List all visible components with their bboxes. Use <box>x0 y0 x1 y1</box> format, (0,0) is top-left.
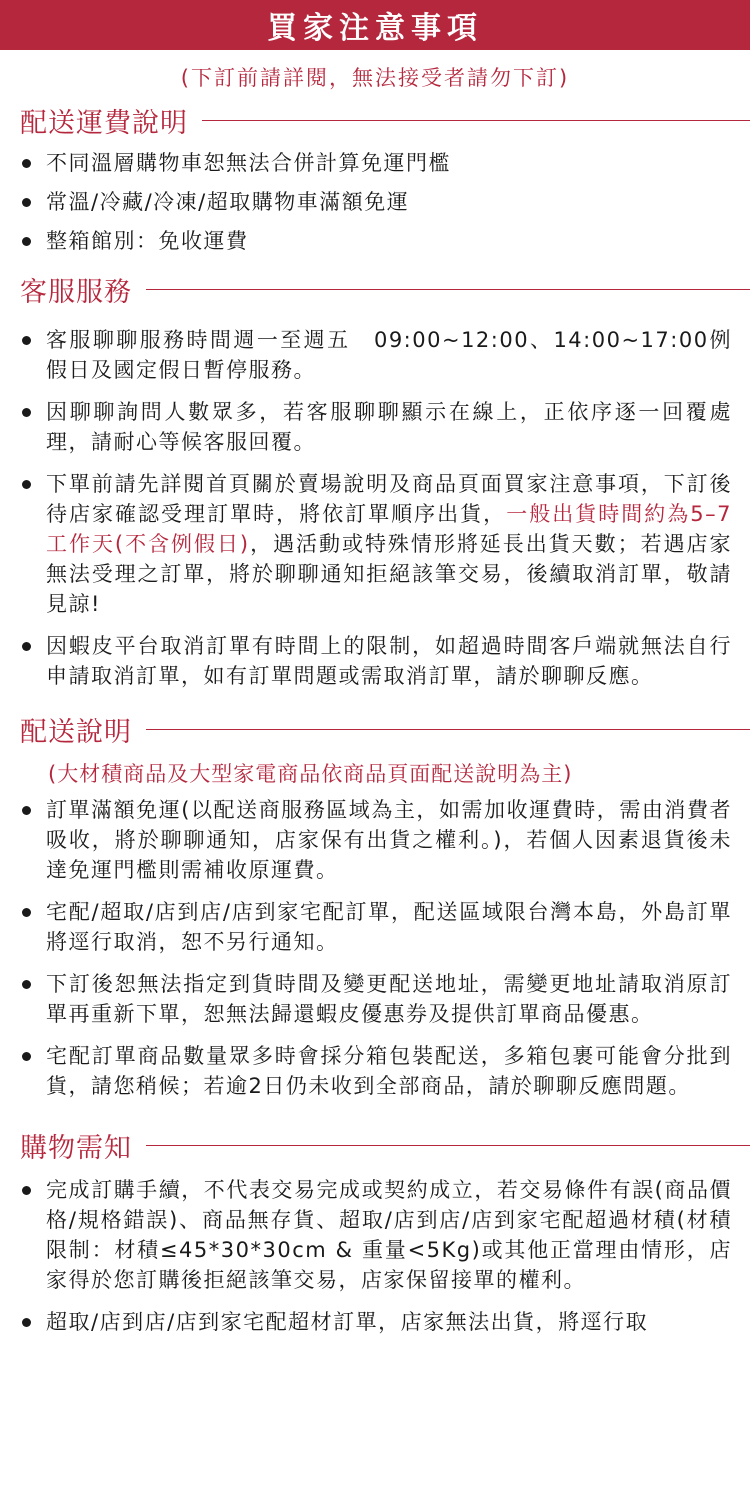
divider <box>146 289 750 290</box>
list-item: 因聊聊詢問人數眾多，若客服聊聊顯示在線上，正依序逐一回覆處理，請耐心等候客服回覆。 <box>18 397 732 457</box>
divider <box>146 1145 750 1146</box>
list-item: 宅配訂單商品數量眾多時會採分箱包裝配送，多箱包裹可能會分批到貨，請您稍候；若逾2日仍未收到全部商品，請於聊聊反應問題。 <box>18 1041 732 1101</box>
divider <box>202 120 750 121</box>
section-delivery-header <box>0 705 750 753</box>
divider <box>146 729 750 730</box>
list-item: 因蝦皮平台取消訂單有時間上的限制，如超過時間客戶端就無法自行申請取消訂單，如有訂單問題或需取消訂單，請於聊聊反應。 <box>18 631 732 691</box>
list-item: 超取/店到店/店到家宅配超材訂單，店家無法出貨，將逕行取 <box>18 1307 732 1337</box>
service-list <box>0 325 750 691</box>
section-purchase-header <box>0 1121 750 1169</box>
section-title: 配送運費說明 <box>20 107 188 139</box>
list-item: 常溫/冷藏/冷凍/超取購物車滿額免運 <box>18 187 732 217</box>
notice-text: (下訂前請詳閱，無法接受者請勿下訂) <box>180 66 570 90</box>
order-text-before: 下單前請先詳閱首頁關於賣場說明及商品頁面買家注意事項，下訂後待店家確認受理訂單時，將依訂單順序出貨， <box>46 472 732 526</box>
delivery-list <box>0 795 750 1101</box>
order-text-after: ，遇活動或特殊情形將延長出貨天數；若遇店家無法受理之訂單，將於聊聊通知拒絕該筆交易，後續取消訂單，敬請見諒! <box>46 532 732 616</box>
section-title: 配送說明 <box>20 716 132 748</box>
title-banner <box>0 0 750 50</box>
list-item: 客服聊聊服務時間週一至週五 09:00~12:00、14:00~17:00例假日及國定假日暫停服務。 <box>18 325 732 385</box>
list-item: 整箱館別：免收運費 <box>18 226 732 256</box>
purchase-list <box>0 1175 750 1337</box>
section-title: 購物需知 <box>20 1132 132 1164</box>
section-service-header <box>0 265 750 313</box>
shipping-fee-list <box>0 148 750 256</box>
list-item: 下訂後恕無法指定到貨時間及變更配送地址，需變更地址請取消原訂單再重新下單，恕無法歸還蝦皮優惠券及提供訂單商品優惠。 <box>18 969 732 1029</box>
delivery-note: (大材積商品及大型家電商品依商品頁面配送說明為主) <box>48 762 573 786</box>
page-title: 買家注意事項 <box>267 11 483 46</box>
list-item-order-timing <box>18 469 732 619</box>
shipping-time-highlight: 一般出貨時間約為5–7工作天(不含例假日) <box>46 502 733 556</box>
section-title: 客服服務 <box>20 276 132 308</box>
list-item: 訂單滿額免運(以配送商服務區域為主，如需加收運費時，需由消費者吸收，將於聊聊通知，店家保有出貨之權利。)，若個人因素退貨後未達免運門檻則需補收原運費。 <box>18 795 732 885</box>
list-item: 宅配/超取/店到店/店到家宅配訂單，配送區域限台灣本島，外島訂單將逕行取消，恕不另行通知。 <box>18 897 732 957</box>
section-shipping-fee-header <box>0 96 750 144</box>
list-item: 完成訂購手續，不代表交易完成或契約成立，若交易條件有誤(商品價格/規格錯誤)、商品無存貨、超取/店到店/店到家宅配超過材積(材積限制：材積≤45*30*30cm & 重量<5Kg)或其他正當理由情形，店家得於您訂購後拒絕該筆交易，店家保留接單的權利。 <box>18 1175 732 1295</box>
list-item: 不同溫層購物車恕無法合併計算免運門檻 <box>18 148 732 178</box>
